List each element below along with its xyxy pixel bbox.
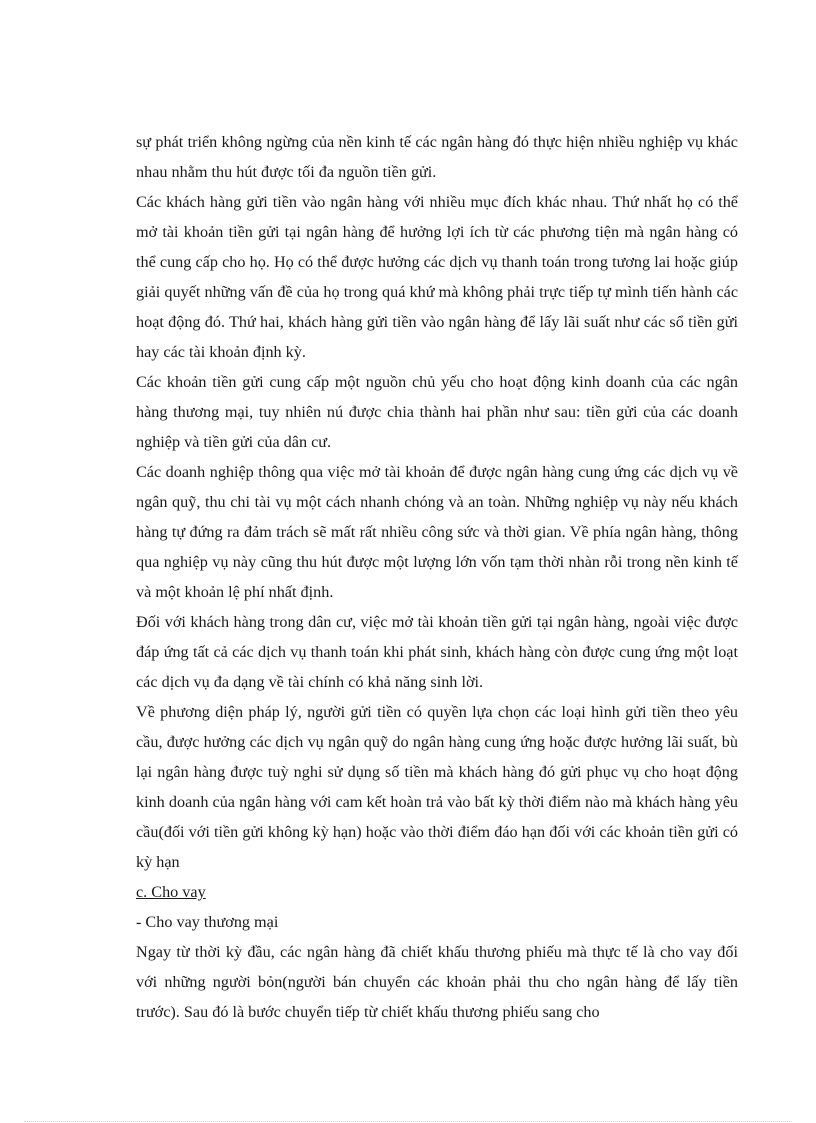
paragraph-commercial-lending: Ngay từ thời kỳ đầu, các ngân hàng đã chiết khấu thương phiếu mà thực tế là cho vay đối với những người bỏn(người bán chuyển các khoản phải thu cho ngân hàng để lấy tiền trước). Sau đó là bước chuyển tiếp từ chiết khấu thương phiếu sang cho [136,943,738,1021]
paragraph-enterprise-deposits: Các doanh nghiệp thông qua việc mở tài khoản để được ngân hàng cung ứng các dịch vụ về ngân quỹ, thu chi tài vụ một cách nhanh chóng và an toàn. Những nghiệp vụ này nếu khách hàng tự đứng ra đảm trách sẽ mất rất nhiều công sức và thời gian. Về phía ngân hàng, thông qua nghiệp vụ này cũng thu hút được một lượng lớn vốn tạm thời nhàn rỗi trong nền kinh tế và một khoản lệ phí nhất định. [136,463,738,601]
paragraph-deposit-sources: Các khoản tiền gửi cung cấp một nguồn chủ yếu cho hoạt động kinh doanh của các ngân hàng thương mại, tuy nhiên nú được chia thành hai phần như sau: tiền gửi của các doanh nghiệp và tiền gửi của dân cư. [136,373,738,451]
paragraph-resident-deposits: Đối với khách hàng trong dân cư, việc mở tài khoản tiền gửi tại ngân hàng, ngoài việc được đáp ứng tất cả các dịch vụ thanh toán khi phát sinh, khách hàng còn được cung ứng một loạt các dịch vụ đa dạng về tài chính có khả năng sinh lời. [136,613,738,691]
page-bottom-divider [24,1121,792,1122]
paragraph-legal-aspect: Về phương diện pháp lý, người gửi tiền có quyền lựa chọn các loại hình gửi tiền theo yêu cầu, được hưởng các dịch vụ ngân quỹ do ngân hàng cung ứng hoặc được hưởng lãi suất, bù lại ngân hàng được tuỳ nghi sử dụng số tiền mà khách hàng đó gửi phục vụ cho hoạt động kinh doanh của ngân hàng với cam kết hoàn trả vào bất kỳ thời điểm nào mà khách hàng yêu cầu(đối với tiền gửi không kỳ hạn) hoặc vào thời điểm đáo hạn đối với các khoản tiền gửi có kỳ hạn [136,703,738,871]
paragraph-customer-purposes: Các khách hàng gửi tiền vào ngân hàng với nhiều mục đích khác nhau. Thứ nhất họ có thể mở tài khoản tiền gửi tại ngân hàng để hưởng lợi ích từ các phương tiện mà ngân hàng có thể cung cấp cho họ. Họ có thể được hưởng các dịch vụ thanh toán trong tương lai hoặc giúp giải quyết những vấn đề của họ trong quá khứ mà không phải trực tiếp tự mình tiến hành các hoạt động đó. Thứ hai, khách hàng gửi tiền vào ngân hàng để lấy lãi suất như các sổ tiền gửi hay các tài khoản định kỳ. [136,193,738,361]
paragraph-continued: sự phát triển không ngừng của nền kinh tế các ngân hàng đó thực hiện nhiều nghiệp vụ khác nhau nhằm thu hút được tối đa nguồn tiền gửi. [136,133,738,181]
sub-heading: - Cho vay thương mại [136,913,279,931]
section-heading: c. Cho vay [136,883,206,901]
document-body [136,127,738,1027]
